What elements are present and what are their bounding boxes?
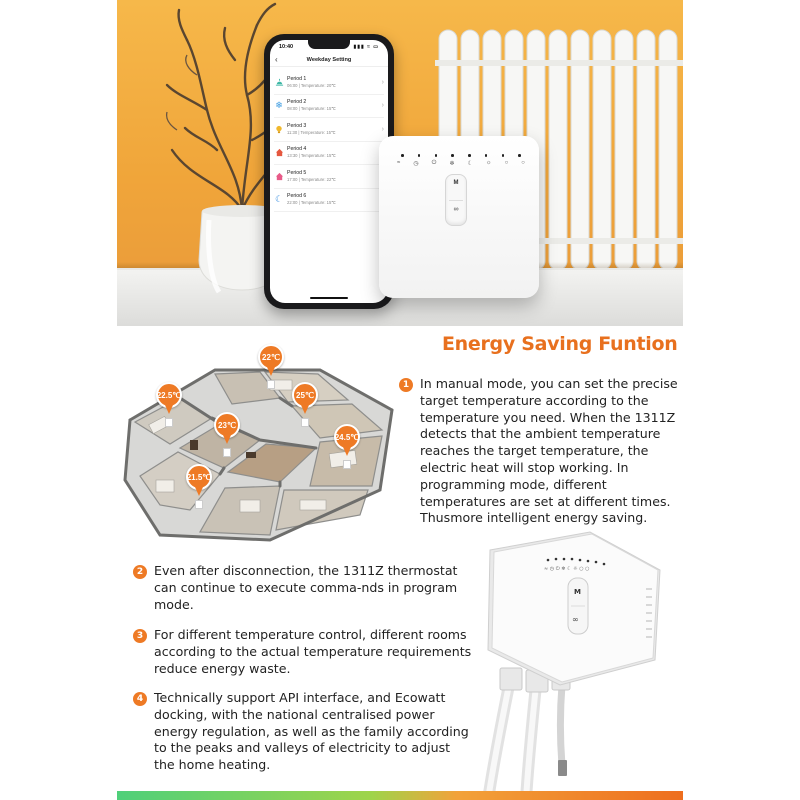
temperature-pin: 22.5℃	[156, 382, 182, 416]
app-header	[270, 53, 388, 67]
point-text: Even after disconnection, the 1311Z thermostat can continue to execute comma-nds in program mode.	[154, 563, 458, 612]
phone-screen	[270, 40, 388, 303]
mode-button[interactable]: M	[453, 180, 459, 186]
period-name: Period 6	[287, 193, 307, 200]
led-row	[401, 154, 521, 157]
svg-text:M: M	[574, 588, 581, 596]
wifi-icon: ≈	[397, 160, 401, 166]
thermostat-device	[379, 136, 539, 298]
period-name: Period 2	[287, 99, 307, 106]
period-detail: 22:00 | Temperature: 15℃	[287, 200, 337, 206]
chevron-right-icon: ›	[381, 102, 384, 110]
back-arrow-icon[interactable]: ‹	[275, 55, 278, 64]
point-number: 4	[133, 692, 147, 706]
feature-point-4	[133, 690, 473, 774]
snowflake-icon: ❄	[275, 100, 283, 111]
temperature-pin: 22℃	[258, 344, 284, 378]
period-detail: 06:00 | Temperature: 20℃	[287, 82, 337, 88]
home-indicator	[310, 297, 348, 300]
chevron-right-icon: ›	[381, 125, 384, 133]
chevron-right-icon: ›	[381, 78, 384, 86]
period-list	[270, 67, 388, 216]
period-row[interactable]	[274, 71, 384, 95]
period-row[interactable]	[274, 189, 384, 213]
period-name: Period 4	[287, 146, 307, 153]
period-name: Period 3	[287, 122, 307, 129]
screen-title: Weekday Setting	[306, 56, 352, 63]
point-text: Technically support API interface, and Ecowatt docking, with the national centralised power energy regulation, as well as the family according to the peaks and valleys of electricity to adjust the home heating.	[154, 690, 469, 773]
period-detail: 13:30 | Temperature: 15℃	[287, 153, 337, 159]
period-detail: 08:00 | Temperature: 15℃	[287, 106, 337, 112]
link-button[interactable]: ∞	[453, 206, 459, 213]
status-icons	[397, 160, 525, 167]
feature-point-2	[133, 563, 473, 613]
status-time: 10:40	[279, 43, 294, 50]
bulb-icon	[274, 124, 284, 134]
section-title: Energy Saving Funtion	[442, 333, 678, 355]
point-number: 3	[133, 629, 147, 643]
temperature-pin: 24.5℃	[334, 424, 360, 458]
home-icon	[274, 171, 284, 181]
mode-1-icon: ○	[504, 160, 509, 166]
temperature-pin: 25℃	[292, 382, 318, 416]
mode-2-icon: ○	[521, 160, 525, 166]
thermostat-with-cables-image	[470, 510, 670, 800]
sun-icon: ☼	[486, 160, 492, 166]
temperature-pin: 23℃	[214, 412, 240, 446]
clock-icon: ◷	[413, 161, 419, 167]
period-row[interactable]	[274, 95, 384, 119]
period-detail: 11:30 | Temperature: 15℃	[287, 129, 336, 135]
hero-image	[117, 0, 683, 326]
point-number: 1	[399, 378, 413, 392]
period-row[interactable]	[274, 142, 384, 166]
snowflake-icon: ❄	[449, 161, 455, 167]
feature-point-3	[133, 627, 473, 677]
sunrise-icon	[274, 77, 284, 87]
smartphone	[264, 34, 394, 309]
feature-point-1	[399, 376, 685, 527]
thermostat-keypad	[445, 174, 467, 226]
bottom-gradient-bar	[117, 791, 683, 800]
period-detail: 17:00 | Temperature: 22℃	[287, 176, 337, 182]
point-text: In manual mode, you can set the precise target temperature according to the temperature you need. When the 1311Z detects that the ambient temperature reaches the target temperature, the electric heat will stop working. In programming mode, different temperatures are set at different times. Thusmore intelligent energy saving.	[420, 376, 678, 526]
svg-text:≈ ◷ ⏻ ❄ ☾ ☼ ○ ○: ≈ ◷ ⏻ ❄ ☾ ☼ ○ ○	[544, 566, 590, 572]
period-row[interactable]	[274, 118, 384, 142]
moon-icon: ☾	[274, 194, 284, 205]
home-icon	[274, 148, 284, 158]
status-indicators: ▮▮▮ ≈ ▭	[353, 43, 379, 50]
power-icon: ⏻	[431, 160, 437, 166]
svg-text:∞: ∞	[572, 615, 579, 624]
period-name: Period 5	[287, 169, 307, 176]
phone-notch	[308, 40, 350, 49]
period-name: Period 1	[287, 75, 307, 82]
point-text: For different temperature control, different rooms according to the actual temperature requirements reduce energy waste.	[154, 627, 472, 676]
temperature-pin: 21.5℃	[186, 464, 212, 498]
point-number: 2	[133, 565, 147, 579]
period-row[interactable]	[274, 165, 384, 189]
floorplan-image	[120, 340, 402, 545]
moon-icon: ☾	[467, 161, 473, 167]
